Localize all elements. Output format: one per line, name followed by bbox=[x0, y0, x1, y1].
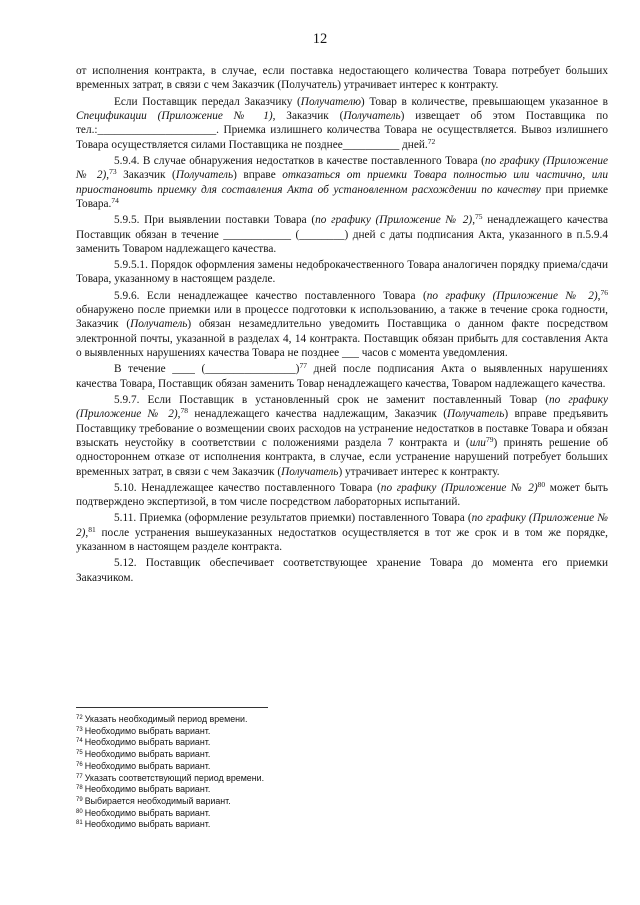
footnote-72: $^{72}$ Указать необходимый период времени. bbox=[76, 714, 248, 724]
footnote-ref: 73 bbox=[109, 167, 117, 177]
footnote-80: $^{80}$ Необходимо выбрать вариант. bbox=[76, 807, 211, 818]
footnote-ref: 72 bbox=[427, 136, 436, 146]
paragraph-5-9-5: 5.9.5. При выявлении поставки Товара (по графику (Приложение № 2),$^{75}$ ненадлежащего качества Поставщик обязан в течение ____________ (________) дней с даты подписания Акта, указанного в п.5.9.4 заменить Товаром надлежащего качества. bbox=[76, 212, 608, 255]
footnote-ref: 74 bbox=[111, 196, 119, 206]
footnote-79: $^{79}$ Выбирается необходимый вариант. bbox=[76, 795, 231, 806]
footnotes bbox=[76, 714, 476, 831]
page-number: 12 bbox=[312, 31, 328, 47]
footnote-ref: 81 bbox=[88, 524, 96, 534]
paragraph-5-9-4: 5.9.4. В случае обнаружения недостатков в качестве поставленного Товара (по графику (Приложение № 2),$^{73}$ Заказчик (Получатель) вправе отказаться от приемки Товара полностью или частично, или приостановить приемку для составления Акта об установленном расхождении по качеству при приемке Товара.$^{74}$ bbox=[76, 154, 609, 211]
paragraph-5-9-5-1: 5.9.5.1. Порядок оформления замены недоброкачественного Товара аналогичен порядку приема/сдачи Товара, указанному в настоящем разделе. bbox=[76, 259, 608, 286]
footnote-ref: 77 bbox=[299, 361, 307, 371]
paragraph-5-9-7: 5.9.7. Если Поставщик в установленный срок не заменит поставленный Товар (по графику (Приложение № 2),$^{78}$ ненадлежащего качества надлежащим, Заказчик (Получатель) вправе предъявить Поставщику требование о возмещении своих расходов на устранение недостатков в поставке Товара и обязан взыскать неустойку в соответствии с положениями раздела 7 контракта и (или$^{79}$) принять решение об одностороннем отказе от исполнения контракта, в случае, если устранение нарушений потребует больших временных затрат, в связи с чем Заказчик (Получатель) утрачивает интерес к контракту. bbox=[76, 393, 608, 478]
footnote-77: $^{77}$ Указать соответствующий период времени. bbox=[76, 772, 265, 783]
footnote-separator bbox=[76, 707, 268, 708]
footnote-73: $^{73}$ Необходимо выбрать вариант. bbox=[76, 725, 211, 736]
paragraph-5-11: 5.11. Приемка (оформление результатов приемки) поставленного Товара (по графику (Приложение № 2),$^{81}$ после устранения вышеуказанных недостатков осуществляется в тот же срок и в том же порядке, указанном в настоящем разделе контракта. bbox=[76, 512, 608, 554]
paragraph-replacement-period: В течение ____ (________________)$^{77}$ дней после подписания Акта о выявленных нарушениях качества Товара, Поставщик обязан заменить Товар ненадлежащего качества, Товаром надлежащего качества. bbox=[76, 361, 608, 390]
footnote-78: $^{78}$ Необходимо выбрать вариант. bbox=[76, 784, 211, 795]
document-body bbox=[76, 64, 608, 585]
footnote-ref: 78 bbox=[180, 406, 188, 416]
footnote-ref: 75 bbox=[475, 212, 483, 222]
paragraph-5-12: 5.12. Поставщик обеспечивает соответствующее хранение Товара до момента его приемки Заказчиком. bbox=[76, 557, 608, 584]
footnote-ref: 76 bbox=[600, 287, 608, 297]
paragraph-continuation: от исполнения контракта, в случае, если поставка недостающего количества Товара потребует больших временных затрат, в связи с чем Заказчик (Получатель) утрачивает интерес к контракту. bbox=[76, 65, 608, 92]
footnote-ref: 79 bbox=[485, 434, 494, 444]
footnote-76: $^{76}$ Необходимо выбрать вариант. bbox=[76, 760, 211, 771]
footnote-81: $^{81}$ Необходимо выбрать вариант. bbox=[76, 819, 211, 830]
paragraph-5-10: 5.10. Ненадлежащее качество поставленного Товара (по графику (Приложение № 2)$^{80}$ может быть подтверждено экспертизой, в том числе посредством лабораторных испытаний. bbox=[76, 479, 609, 509]
footnote-ref: 80 bbox=[537, 479, 546, 489]
paragraph-5-9-6: 5.9.6. Если ненадлежащее качество поставленного Товара (по графику (Приложение № 2),$^{76}$ обнаружено после приемки или в процессе подготовки к использованию, а также в течение срока годности, Заказчик (Получатель) обязан незамедлительно уведомить Поставщика о данном факте посредством электронной почты, указанной в разделах 4, 14 контракта. Поставщик обязан прибыть для составления Акта о выявленных нарушениях качества Товара не позднее ___ часов с момента уведомления. bbox=[76, 287, 608, 360]
footnote-75: $^{75}$ Необходимо выбрать вариант. bbox=[76, 749, 211, 760]
paragraph-excess-quantity: Если Поставщик передал Заказчику (Получателю) Товар в количестве, превышающем указанное в Спецификации (Приложение № 1), Заказчик (Получатель) извещает об этом Поставщика по тел.:_____________________. Приемка излишнего количества Товара не осуществляется. Вывоз излишнего Товара осуществляется силами Поставщика не позднее__________ дней.$^{72}$ bbox=[76, 95, 608, 151]
footnote-74: $^{74}$ Необходимо выбрать вариант. bbox=[76, 737, 211, 748]
